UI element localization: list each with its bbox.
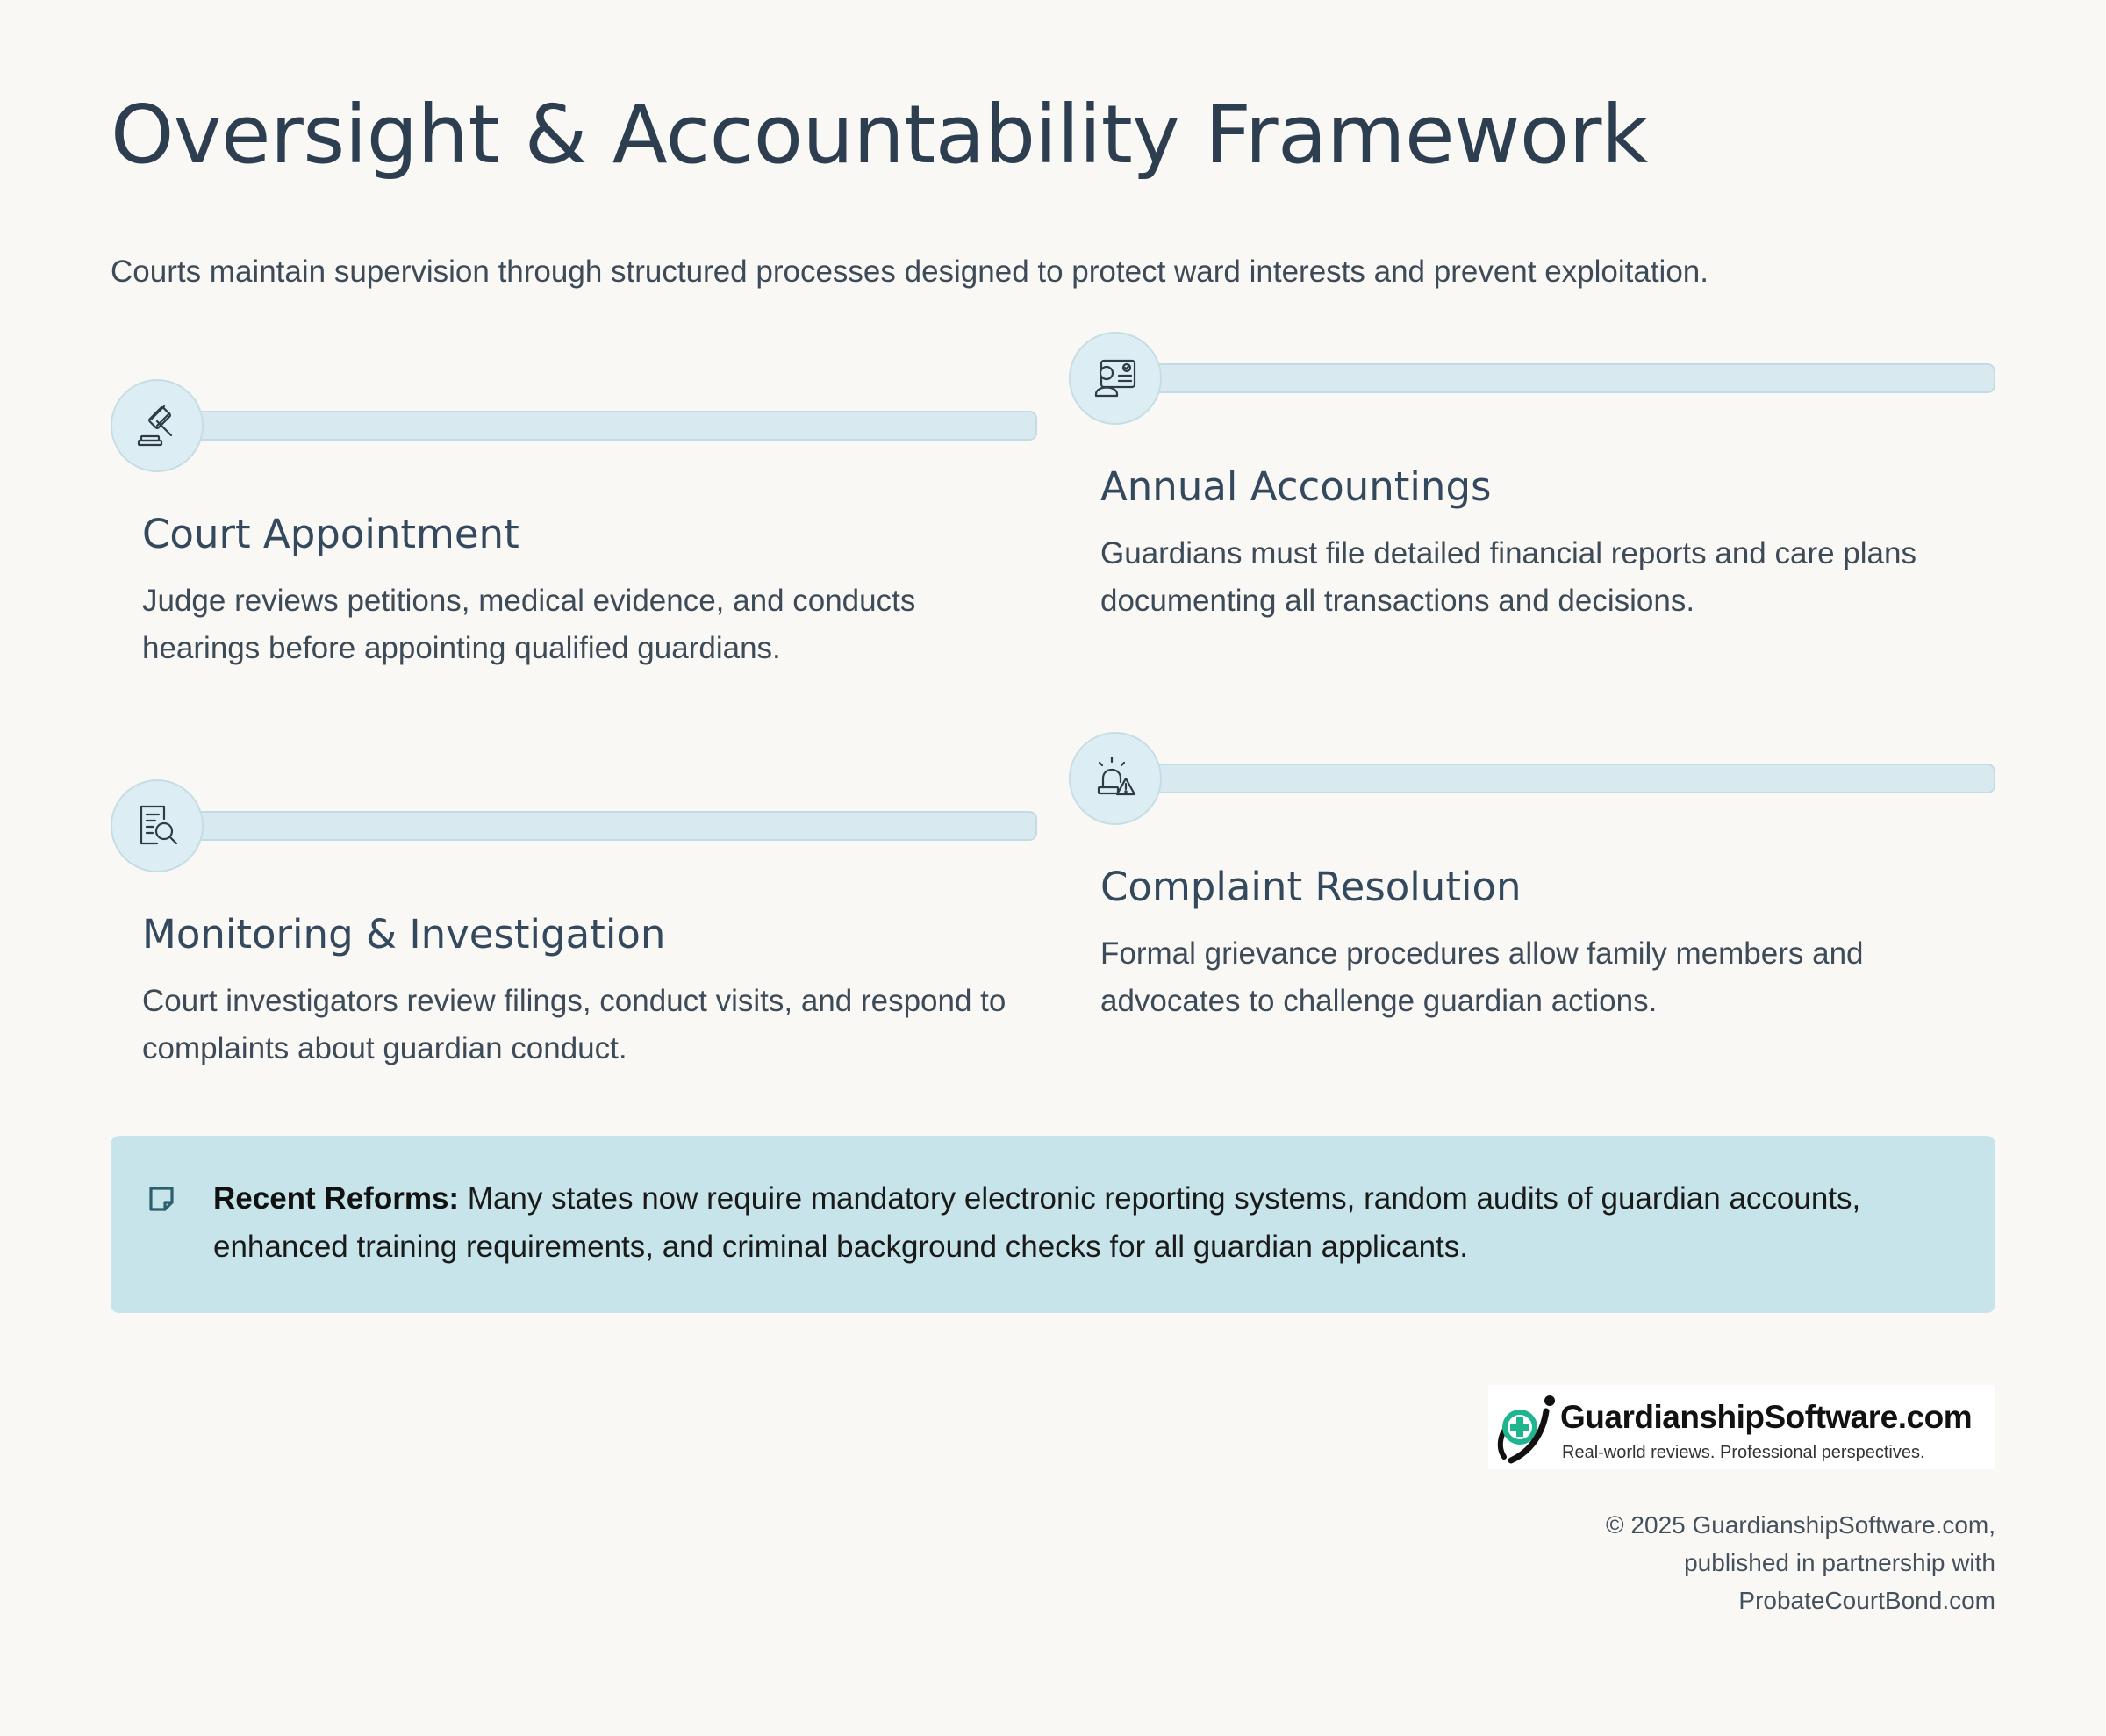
id-card-check-icon [1089,352,1142,405]
gavel-icon [131,399,183,452]
step-track [1148,363,1995,393]
alarm-warning-icon [1089,752,1142,805]
guardian-shield-logo-icon [1495,1388,1564,1466]
step-badge [1069,332,1162,425]
document-search-icon [131,800,183,852]
logo-name: GuardianshipSoftware.com [1560,1399,1973,1435]
step-badge [111,779,204,872]
step-badge [1069,732,1162,825]
copyright [1469,1506,1995,1619]
step-title: Annual Accountings [1100,463,1492,510]
step-title: Complaint Resolution [1100,864,1522,910]
step-badge [111,379,204,472]
copyright-line-3: ProbateCourtBond.com [1738,1587,1995,1614]
note-icon [146,1183,177,1215]
logo-tagline: Real-world reviews. Professional perspectives. [1562,1443,1925,1462]
reforms-note [111,1136,1995,1313]
step-card-annual-accountings [1069,332,1995,648]
note-label: Recent Reforms: [213,1181,460,1216]
step-description: Guardians must file detailed financial reports and care plans documenting all transactions and decisions. [1100,536,1916,618]
note-body: Many states now require mandatory electronic reporting systems, random audits of guardian accounts, enhanced training requirements, and criminal background checks for all guardian applicants. [213,1181,1861,1264]
step-card-court-appointment [111,379,1037,695]
page-intro: Courts maintain supervision through structured processes designed to protect ward interests and prevent exploitation. [111,255,1708,289]
step-track [1148,764,1995,793]
step-title: Court Appointment [142,511,519,557]
step-title: Monitoring & Investigation [142,911,666,958]
step-description: Formal grievance procedures allow family members and advocates to challenge guardian actions. [1100,936,1864,1018]
step-description: Judge reviews petitions, medical evidence, and conducts hearings before appointing qualified guardians. [142,584,916,665]
page-title: Oversight & Accountability Framework [111,88,1648,182]
copyright-line-1: © 2025 GuardianshipSoftware.com, [1606,1511,1995,1539]
note-text [213,1174,1959,1271]
step-card-monitoring-investigation [111,779,1037,1095]
step-card-complaint-resolution [1069,732,1995,1048]
step-description: Court investigators review filings, conduct visits, and respond to complaints about guardian conduct. [142,984,1006,1065]
step-track [190,811,1037,841]
step-track [190,411,1037,441]
brand-logo[interactable] [1488,1385,1995,1469]
copyright-line-2: published in partnership with [1684,1549,1995,1576]
